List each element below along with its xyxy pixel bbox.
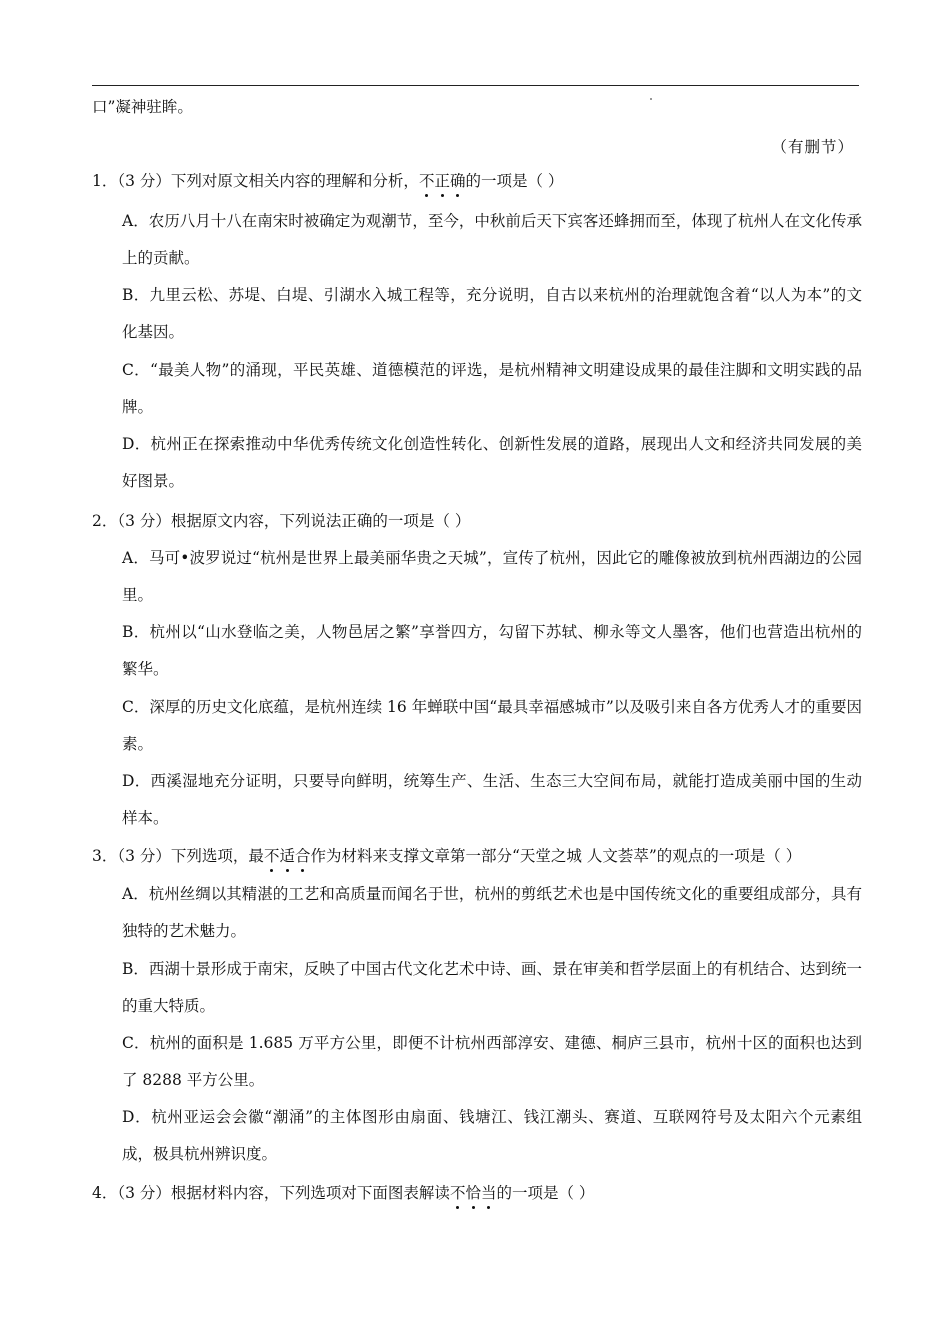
question-3-option-d: D．杭州亚运会会徽“潮涌”的主体图形由扇面、钱塘江、钱江潮头、赛道、互联网符号及太阳六个元素组成，极具杭州辨识度。: [122, 1108, 862, 1163]
abridged-note: （有删节）: [771, 138, 854, 156]
emphasis-char: 确: [449, 172, 466, 190]
question-score: （3 分）: [117, 847, 171, 865]
question-1-option-a: A．农历八月十八在南宋时被确定为观潮节，至今，中秋前后天下宾客还蜂拥而至，体现了杭州人在文化传承上的贡献。: [122, 212, 862, 267]
question-score: （3 分）: [117, 1184, 171, 1202]
question-text: 下列对原文相关内容的理解和分析，: [170, 172, 419, 190]
question-1-option-d: D．杭州正在探索推动中华优秀传统文化创造性转化、创新性发展的道路，展现出人文和经济共同发展的美好图景。: [122, 435, 862, 490]
emphasis-char: 适: [279, 847, 295, 865]
passage-continuation: 口”凝神驻眸。: [92, 98, 193, 116]
question-score: （3 分）: [117, 512, 171, 530]
question-score: （3 分）: [117, 172, 171, 190]
emphasized-text: [264, 847, 311, 865]
top-divider: [92, 85, 859, 86]
emphasized-text: [450, 1184, 497, 1202]
question-number: 3．: [92, 847, 118, 865]
question-3-option-a: A．杭州丝绸以其精湛的工艺和高质量而闻名于世，杭州的剪纸艺术也是中国传统文化的重要组成部分，具有独特的艺术魅力。: [122, 885, 862, 940]
question-2-option-d: D．西溪湿地充分证明，只要导向鲜明，统筹生产、生活、生态三大空间布局，就能打造成美丽中国的生动样本。: [122, 772, 862, 827]
emphasis-char: 不: [263, 847, 280, 865]
emphasis-char: 合: [294, 847, 311, 865]
question-2-option-b: B．杭州以“山水登临之美，人物邑居之繁”享誉四方，勾留下苏轼、柳永等文人墨客，他们也营造出杭州的繁华。: [122, 623, 862, 678]
question-text: 下列选项，最: [170, 847, 264, 865]
question-text-post: 作为材料来支撑文章第一部分“天堂之城 人文荟萃”的观点的一项是（ ）: [310, 847, 802, 865]
question-3-option-c: C．杭州的面积是 1.685 万平方公里，即便不计杭州西部淳安、建德、桐庐三县市，杭州十区的面积也达到了 8288 平方公里。: [122, 1034, 862, 1089]
question-1-option-b: B．九里云松、苏堤、白堤、引湖水入城工程等，充分说明，自古以来杭州的治理就饱含着“以人为本”的文化基因。: [122, 286, 862, 341]
question-text-post: 的一项是（ ）: [496, 1184, 595, 1202]
question-text: 根据材料内容，下列选项对下面图表解读: [170, 1184, 450, 1202]
question-number: 1．: [92, 172, 118, 190]
stray-dot: [650, 98, 652, 100]
emphasis-char: 不: [449, 1184, 466, 1202]
question-3-option-b: B．西湖十景形成于南宋，反映了中国古代文化艺术中诗、画、景在审美和哲学层面上的有机结合、达到统一的重大特质。: [122, 960, 862, 1015]
emphasis-char: 恰: [465, 1184, 481, 1202]
question-text: 根据原文内容，下列说法正确的一项是（ ）: [170, 512, 471, 530]
emphasized-text: [419, 172, 466, 190]
emphasis-char: 正: [434, 172, 450, 190]
question-number: 2．: [92, 512, 118, 530]
question-1-option-c: C．“最美人物”的涌现，平民英雄、道德模范的评选，是杭州精神文明建设成果的最佳注脚和文明实践的品牌。: [122, 361, 862, 416]
question-2-stem: [92, 510, 470, 532]
question-1-stem: [92, 170, 563, 192]
question-2-option-a: A．马可•波罗说过“杭州是世界上最美丽华贵之天城”，宣传了杭州，因此它的雕像被放到杭州西湖边的公园里。: [122, 549, 862, 604]
question-4-stem: [92, 1182, 594, 1204]
emphasis-char: 不: [418, 172, 435, 190]
question-number: 4．: [92, 1184, 118, 1202]
question-2-option-c: C．深厚的历史文化底蕴，是杭州连续 16 年蝉联中国“最具幸福感城市”以及吸引来自各方优秀人才的重要因素。: [122, 698, 862, 753]
emphasis-char: 当: [480, 1184, 497, 1202]
question-text-post: 的一项是（ ）: [465, 172, 564, 190]
question-3-stem: [92, 845, 801, 867]
